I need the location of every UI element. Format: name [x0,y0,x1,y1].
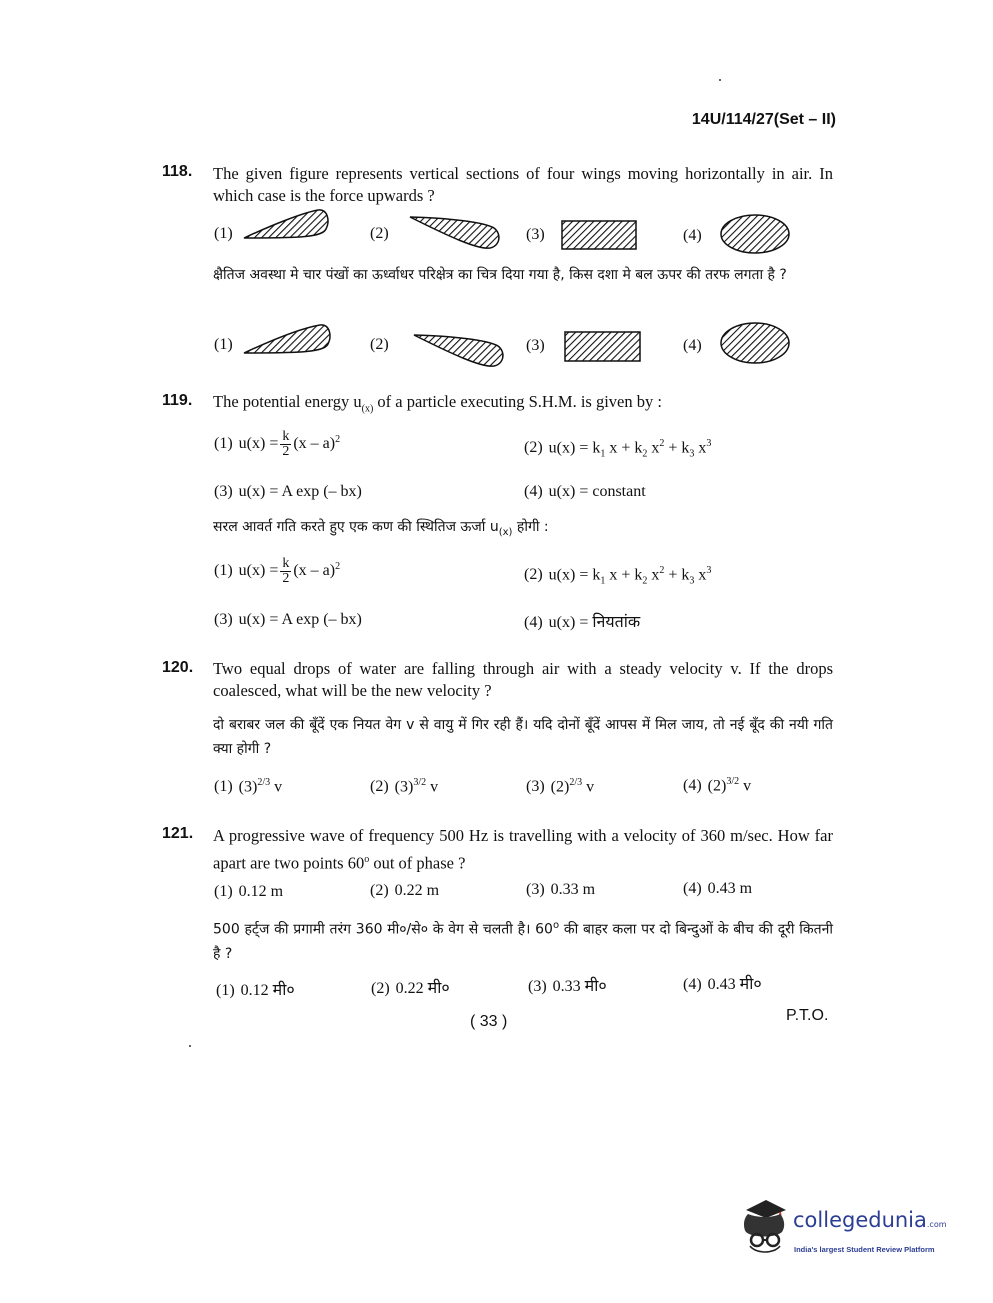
q119-hi-option-4: (4) u(x) = नियतांक [524,614,641,631]
wing-section-figure [242,322,334,356]
q118-option-1-label: (1) [214,336,233,353]
speck [719,79,721,81]
q119-hi-option-3: (3) u(x) = A exp (– bx) [214,611,362,628]
brand-tagline: India's largest Student Review Platform [794,1245,935,1254]
q121-hi-option-4: (4) 0.43 मी० [683,976,762,993]
q118-option-4-label: (4) [683,337,702,354]
speck [189,1045,191,1047]
q121-text-hi: 500 हर्ट्ज की प्रगामी तरंग 360 मी०/से० के वेग से चलती है। 60$^o$ की बाहर कला पर दो बिन्दुओं के बीच की दूरी कितनी है ? [213,920,833,962]
q118-number: 118. [162,163,193,180]
q118-option-4-label: (4) [683,227,702,244]
q118-option-3-label: (3) [526,226,545,243]
q120-option-1: (1) $(3)^{2/3}$ v [214,777,283,796]
collegedunia-mascot-logo [736,1196,792,1256]
paper-code: 14U/114/27(Set – II) [691,111,836,128]
q119-hi-option-1: (1) u(x) = $\frac{k}{2}$ (x – a)$^2$ [214,556,341,586]
wing-section-figure [718,212,794,256]
q121-hi-option-3: (3) 0.33 मी० [528,978,607,995]
q119-text-hi: सरल आवर्त गति करते हुए एक कण की स्थितिज ऊर्जा $u_{(x)}$ होगी : [213,519,549,538]
q119-option-3: (3) u(x) = A exp (– bx) [214,483,362,500]
q120-text-en: Two equal drops of water are falling through air with a steady velocity v. If the drops coalesced, what will be the new velocity ? [213,659,833,700]
q121-hi-option-2: (2) 0.22 मी० [371,980,450,997]
q118-option-3-label: (3) [526,337,545,354]
q120-text-hi: दो बराबर जल की बूँदें एक नियत वेग v से वायु में गिर रही हैं। यदि दोनों बूँदें आपस में मिल जाय, तो नई बूँद की नयी गति क्या होगी ? [213,717,833,757]
wing-section-figure [408,212,502,252]
q119-option-4: (4) u(x) = constant [524,483,646,500]
q118-text-en: The given figure represents vertical sections of four wings moving horizontally in air. In which case is the force upwards ? [213,164,833,205]
q121-hi-option-1: (1) 0.12 मी० [216,982,295,999]
wing-section-figure [412,330,506,370]
page-number: ( 33 ) [470,1013,508,1030]
q119-option-1: (1) u(x) = $\frac{k}{2}$ (x – a)$^2$ [214,429,341,459]
wing-section-figure [563,330,643,364]
q120-option-4: (4) $(2)^{3/2}$ v [683,776,752,795]
q119-hi-option-2: (2) $u(x) = k_1$ $x + k_2$ $x^2 + k_3$ $x^3$ [524,565,712,587]
q121-option-2: (2) 0.22 m [370,882,440,899]
q120-option-2: (2) $(3)^{3/2}$ v [370,777,439,796]
q121-text-en: A progressive wave of frequency 500 Hz is travelling with a velocity of 360 m/sec. How far apart are two points 60$^o$ out of phase ? [213,826,833,873]
q118-option-1-label: (1) [214,225,233,242]
wing-section-figure [718,320,794,366]
q120-option-3: (3) $(2)^{2/3}$ v [526,777,595,796]
q118-option-2-label: (2) [370,225,389,242]
wing-section-figure [242,207,330,241]
q118-text-hi: क्षैतिज अवस्था मे चार पंखों का ऊर्ध्वाधर परिक्षेत्र का चित्र दिया गया है, किस दशा मे बल ऊपर की तरफ लगता है ? [213,267,787,283]
q118-option-2-label: (2) [370,336,389,353]
wing-section-figure [560,219,640,251]
q121-option-4: (4) 0.43 m [683,880,753,897]
pto-label: P.T.O. [786,1007,829,1024]
q121-option-1: (1) 0.12 m [214,883,284,900]
q119-number: 119. [162,392,193,409]
q119-option-2: (2) $u(x) = k_1$ $x + k_2$ $x^2 + k_3$ $x^3$ [524,438,712,460]
q119-text-en: The potential energy $u_{(x)}$ of a particle executing S.H.M. is given by : [213,392,662,415]
q120-number: 120. [162,659,194,676]
q121-number: 121. [162,825,194,842]
brand-name: collegedunia.com [793,1208,947,1232]
q121-option-3: (3) 0.33 m [526,881,596,898]
